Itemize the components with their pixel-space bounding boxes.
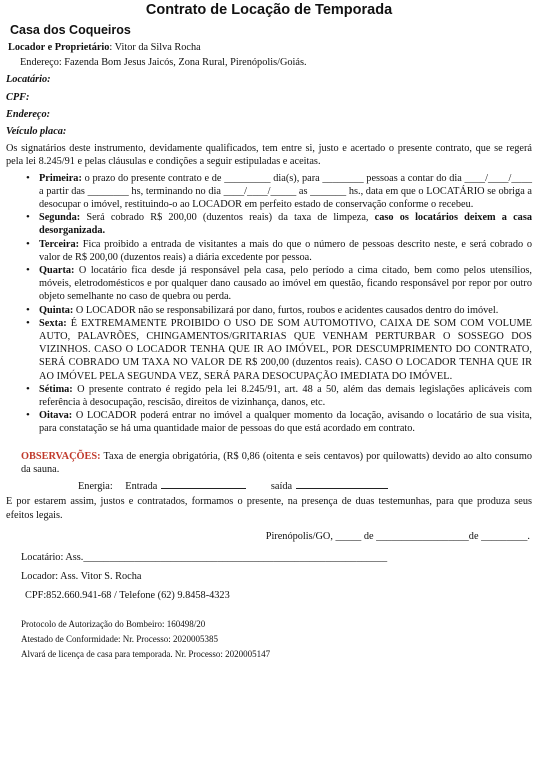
clause-text: O LOCADOR poderá entrar no imóvel a qualquer momento da locação, avisando o locatário de sua visita, para constatação se há uma quantidade maior de pessoas do que está acordado em contrato. bbox=[39, 410, 532, 435]
entrada-label: Entrada bbox=[125, 481, 158, 493]
document-title: Contrato de Locação de Temporada bbox=[145, 2, 393, 18]
locador-signature: Locador: Ass. Vitor S. Rocha bbox=[21, 571, 142, 583]
clause-oitava bbox=[39, 409, 532, 435]
energy-label: Energia: bbox=[78, 481, 113, 493]
clause-terceira bbox=[39, 238, 532, 264]
clause-text: o prazo do presente contrato e de _________ dia(s), para ________ pessoas a contar do dia ____/____/____ a partir das ________ hs, terminando no dia ____/____/_____ as _______ hs., data em que o LOCATÁRIO se obriga a desocupar o imóvel, restituindo-o ao LOCADOR em perfeito estado de conservação conforme o recebeu. bbox=[39, 172, 532, 211]
clause-primeira bbox=[39, 172, 532, 212]
locatario-signature: Locatário: Ass.___________________________________________________________ bbox=[21, 551, 388, 563]
energy-line bbox=[78, 478, 532, 493]
clause-setima bbox=[39, 383, 532, 409]
field-locatario: Locatário: bbox=[6, 74, 51, 86]
clauses-list bbox=[6, 172, 532, 436]
clause-quinta bbox=[39, 304, 532, 317]
clause-quarta bbox=[39, 264, 532, 304]
clause-segunda bbox=[39, 211, 532, 237]
clause-text: Será cobrado R$ 200,00 (duzentos reais) da taxa de limpeza, bbox=[80, 212, 375, 224]
clause-bold-text: caso os locatários deixem a casa desorganizada. bbox=[39, 212, 532, 237]
entrada-line bbox=[161, 478, 246, 489]
clause-label: Terceira: bbox=[39, 238, 80, 250]
clause-text: O locatário fica desde já responsável pela casa, pelo período a cima citado, bem como pelos utensílios, móveis, eletrodomésticos e por qualquer dano causado ao imóvel em questão, ficando responsável por repor por outro objeto semelhante no caso de quebra ou perda. bbox=[39, 265, 532, 303]
field-veiculo-placa: Veículo placa: bbox=[6, 126, 67, 138]
clause-sexta bbox=[39, 317, 532, 383]
clause-label: Quinta: bbox=[39, 304, 74, 316]
clause-label: Primeira: bbox=[39, 172, 82, 184]
date-line: Pirenópolis/GO, _____ de __________________de _________. bbox=[265, 530, 530, 542]
observacoes-label: OBSERVAÇÕES: bbox=[21, 450, 101, 462]
locador-cpf-phone: CPF:852.660.941-68 / Telefone (62) 9.8458-4323 bbox=[25, 590, 230, 602]
saida-line bbox=[296, 478, 388, 489]
saida-label: saída bbox=[270, 481, 293, 493]
clause-label: Segunda: bbox=[39, 212, 81, 224]
clause-text: É EXTREMAMENTE PROIBIDO O USO DE SOM AUTOMOTIVO, CAIXA DE SOM COM VOLUME AUTO, PALAVRÕES, CHINGAMENTOS/GRITARIAS QUE VENHAM PERTURBAR O SOSSEGO DOS VIZINHOS. CASO O LOCADOR TENHA QUE IR AO IMÓVEL, POR DESCUMPRIMENTO DO CONTRATO, SERÁ COBRADO UM TAXA NO VALOR DE R$ 200,00 (duzentos reais). CASO O LOCADOR TENHA QUE IR AO IMÓVEL PELA SEGUNDA VEZ, SERÁ PARA DESOCUPAÇÃO IMEDIATA DO IMÓVEL. bbox=[39, 317, 532, 382]
clause-text: O presente contrato é regido pela lei 8.245/91, art. 48 a 50, além das demais legislações aplicáveis com referência à desocupação, rescisão, direitos de vizinhança, danos, etc. bbox=[39, 383, 532, 409]
clause-text: Fica proibido a entrada de visitantes a mais do que o número de pessoas descrito neste, e será cobrado o valor de R$ 200,00 (duzentos reais) a diária excedente por pessoa. bbox=[39, 238, 532, 263]
lessor-line bbox=[8, 41, 532, 54]
closing-paragraph: E por estarem assim, justos e contratados, formamos o presente, na presença de duas testemunhas, para que produza seus efeitos legais. bbox=[6, 496, 532, 521]
lessor-address: Endereço: Fazenda Bom Jesus Jaicós, Zona Rural, Pirenópolis/Goiás. bbox=[20, 57, 307, 69]
observacoes-paragraph bbox=[21, 450, 532, 476]
field-endereco: Endereço: bbox=[6, 108, 51, 120]
clause-label: Oitava: bbox=[39, 410, 73, 422]
clause-label: Quarta: bbox=[39, 265, 75, 277]
house-name: Casa dos Coqueiros bbox=[10, 23, 131, 37]
intro-paragraph: Os signatários deste instrumento, devidamente qualificados, tem entre si, justo e acertado o presente contrato, que se regerá pela lei 8.245/91 e pelas cláusulas e condições a seguir estipuladas e aceitas. bbox=[6, 143, 532, 168]
observacoes-text: Taxa de energia obrigatória, (R$ 0,86 (oitenta e seis centavos) por quilowatts) devido ao alto consumo da sauna. bbox=[21, 450, 532, 475]
field-cpf: CPF: bbox=[6, 91, 30, 103]
footer-protocolo: Protocolo de Autorização do Bombeiro: 160498/20 bbox=[21, 618, 206, 629]
lessor-name: : Vitor da Silva Rocha bbox=[109, 42, 201, 53]
clause-label: Sétima: bbox=[39, 383, 73, 395]
lessor-label: Locador e Proprietário bbox=[8, 42, 110, 53]
footer-atestado: Atestado de Conformidade: Nr. Processo: 2020005385 bbox=[21, 633, 218, 644]
footer-alvara: Alvará de licença de casa para temporada. Nr. Processo: 2020005147 bbox=[21, 648, 271, 659]
clause-label: Sexta: bbox=[39, 317, 67, 329]
clause-text: O LOCADOR não se responsabilizará por dano, furtos, roubos e acidentes causados dentro do imóvel. bbox=[73, 304, 499, 316]
